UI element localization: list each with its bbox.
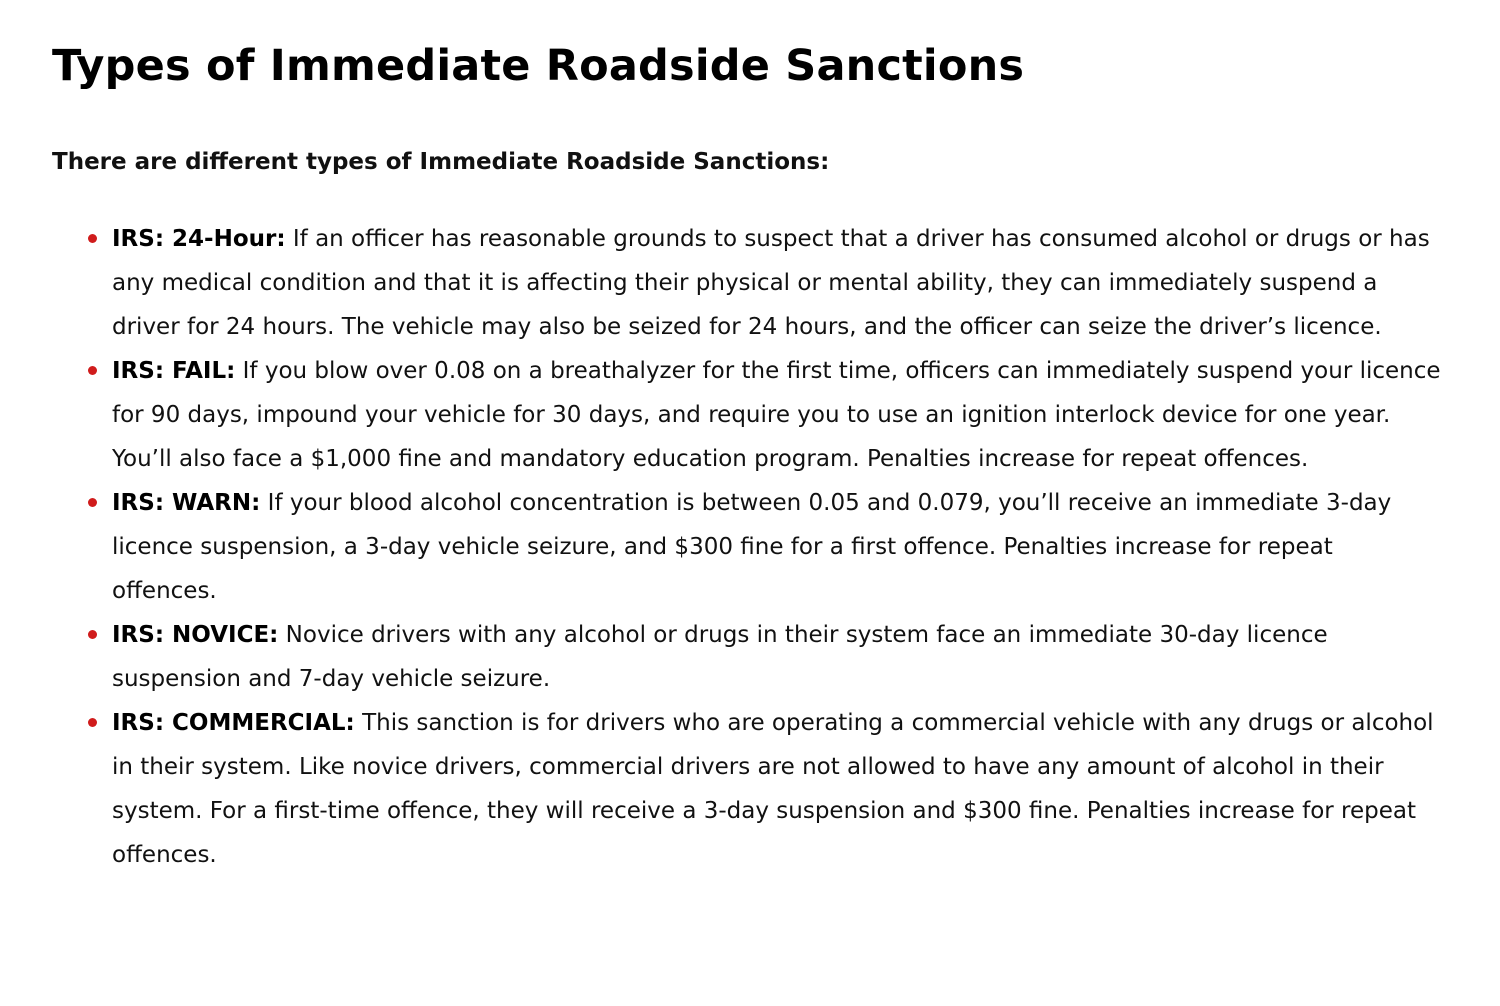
sanction-description: If an officer has reasonable grounds to suspect that a driver has consumed alcohol or drugs or has any medical condition and that it is affecting their physical or mental ability, they can immediately suspend a driver for 24 hours. The vehicle may also be seized for 24 hours, and the officer can seize the driver’s licence. <box>112 226 1430 340</box>
sanction-description: If you blow over 0.08 on a breathalyzer for the first time, officers can immediately suspend your licence for 90 days, impound your vehicle for 30 days, and require you to use an ignition interlock device for one year. You’ll also face a $1,000 fine and mandatory education program. Penalties increase for repeat offences. <box>112 358 1441 472</box>
sanction-term: IRS: FAIL: <box>112 358 236 384</box>
intro-text: There are different types of Immediate Roadside Sanctions: <box>52 149 830 175</box>
bullet-icon <box>88 366 97 375</box>
sanction-term: IRS: WARN: <box>112 490 261 516</box>
sanction-description: This sanction is for drivers who are operating a commercial vehicle with any drugs or alcohol in their system. Like novice drivers, commercial drivers are not allowed to have any amount of alcohol in their system. For a first-time offence, they will receive a 3-day suspension and $300 fine. Penalties increase for repeat offences. <box>112 710 1434 868</box>
bullet-icon <box>88 718 97 727</box>
bullet-icon <box>88 498 97 507</box>
list-item-irs-24-hour <box>112 217 1442 349</box>
sanction-description: Novice drivers with any alcohol or drugs in their system face an immediate 30-day licence suspension and 7-day vehicle seizure. <box>112 622 1328 692</box>
sanction-description: If your blood alcohol concentration is between 0.05 and 0.079, you’ll receive an immediate 3-day licence suspension, a 3-day vehicle seizure, and $300 fine for a first offence. Penalties increase for repeat offences. <box>112 490 1392 604</box>
sanction-term: IRS: 24-Hour: <box>112 226 286 252</box>
list-item-irs-novice <box>112 613 1442 701</box>
list-item-irs-commercial <box>112 701 1442 877</box>
bullet-icon <box>88 630 97 639</box>
bullet-icon <box>88 234 97 243</box>
sanctions-list <box>52 217 1442 877</box>
list-item-irs-warn <box>112 481 1442 613</box>
list-item-irs-fail <box>112 349 1442 481</box>
sanction-term: IRS: NOVICE: <box>112 622 279 648</box>
page-title: Types of Immediate Roadside Sanctions <box>52 41 1025 91</box>
sanction-term: IRS: COMMERCIAL: <box>112 710 355 736</box>
